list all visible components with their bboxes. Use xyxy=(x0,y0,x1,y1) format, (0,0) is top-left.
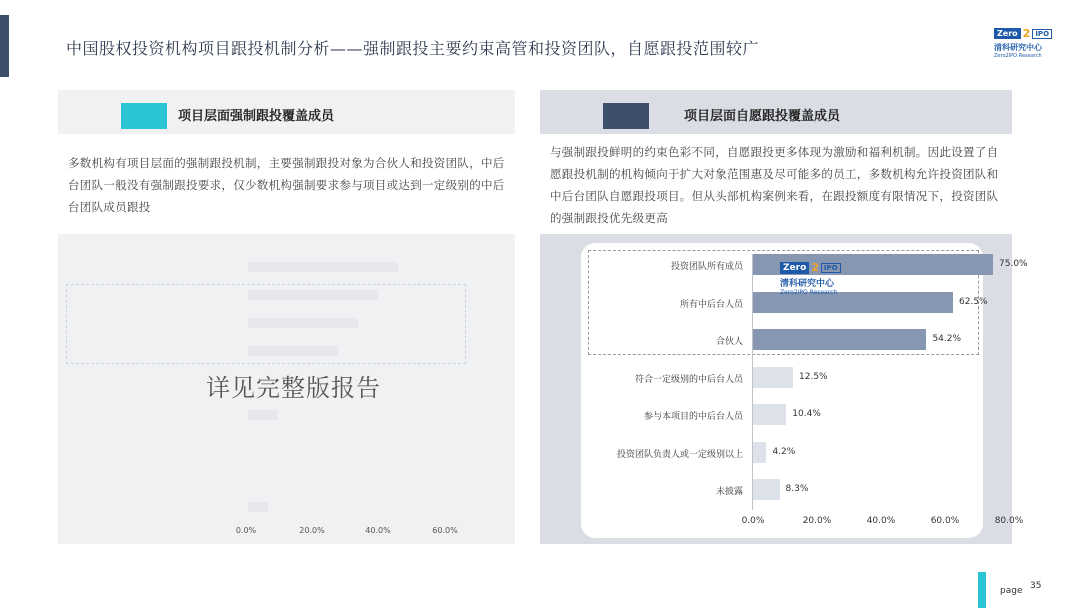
logo-mark xyxy=(994,28,1058,39)
chart-logo-name-en: Zero2IPO Research xyxy=(780,289,838,296)
ghost-bar xyxy=(248,346,338,356)
left-panel-description: 多数机构有项目层面的强制跟投机制，主要强制跟投对象为合伙人和投资团队，中后台团队一般没有强制跟投要求，仅少数机构强制要求参与项目或达到一定级别的中后台团队成员跟投 xyxy=(68,156,505,214)
bar-value-label: 10.4% xyxy=(792,409,821,419)
chart-watermark-logo xyxy=(780,262,864,312)
x-tick-label: 40.0% xyxy=(866,516,896,526)
right-panel-title: 项目层面自愿跟投覆盖成员 xyxy=(684,109,841,124)
left-accent-bar xyxy=(0,15,9,77)
full-report-watermark: 详见完整版报告 xyxy=(206,374,381,402)
left-chart-x-axis xyxy=(58,526,515,540)
left-x-tick: 0.0% xyxy=(235,526,257,535)
right-panel-description: 与强制跟投鲜明的约束色彩不同，自愿跟投更多体现为激励和福利机制。因此设置了自愿跟投机制的机构倾向于扩大对象范围惠及尽可能多的员工，多数机构允许投资团队和中后台团队自愿跟投项目。但从头部机构案例来看，在跟投额度有限情况下，投资团队的强制跟投优先级更高 xyxy=(550,145,999,225)
logo-zero-text: Zero xyxy=(994,28,1021,39)
bar xyxy=(753,442,766,463)
x-tick-label: 20.0% xyxy=(802,516,832,526)
bar-value-label: 75.0% xyxy=(999,259,1028,269)
left-x-tick: 40.0% xyxy=(365,526,391,535)
right-panel-chip xyxy=(603,103,649,129)
page-title: 中国股权投资机构项目跟投机制分析——强制跟投主要约束高管和投资团队，自愿跟投范围较广 xyxy=(66,39,760,58)
logo-name-cn: 清科研究中心 xyxy=(994,43,1042,52)
category-label: 未披露 xyxy=(715,487,743,497)
chart-logo-mark xyxy=(780,262,864,274)
x-tick-label: 0.0% xyxy=(741,516,765,526)
right-panel-header xyxy=(540,90,1012,134)
left-panel-chip xyxy=(121,103,167,129)
ghost-bar xyxy=(248,410,278,420)
category-label: 参与本项目的中后台人员 xyxy=(643,412,743,422)
page-accent-bar xyxy=(978,572,986,608)
chart-logo-two-text: 2 xyxy=(811,261,819,274)
category-label: 所有中后台人员 xyxy=(679,299,743,310)
left-panel-header xyxy=(58,90,515,134)
bar-value-label: 54.2% xyxy=(932,334,962,344)
logo-two-text: 2 xyxy=(1022,26,1031,40)
category-label: 符合一定级别的中后台人员 xyxy=(634,374,743,385)
x-tick-label: 80.0% xyxy=(994,516,1024,526)
bar xyxy=(753,367,793,388)
bar-value-label: 8.3% xyxy=(785,484,809,494)
chart-logo-name-cn: 清科研究中心 xyxy=(780,279,835,289)
page-footer xyxy=(978,572,1058,608)
chart-logo-ipo-text: IPO xyxy=(821,263,841,273)
page-number: 35 xyxy=(1030,581,1042,591)
bar xyxy=(753,329,926,350)
bar xyxy=(753,479,780,500)
ghost-bar xyxy=(248,262,398,272)
left-x-tick: 60.0% xyxy=(432,526,458,535)
left-panel-title: 项目层面强制跟投覆盖成员 xyxy=(178,109,335,124)
category-label: 合伙人 xyxy=(715,337,743,347)
ghost-bar xyxy=(248,290,378,300)
left-x-tick: 20.0% xyxy=(299,526,325,535)
left-chart-placeholder xyxy=(58,234,515,544)
logo-name-en: Zero2IPO Research xyxy=(994,53,1042,59)
ghost-bar xyxy=(248,502,268,512)
logo-ipo-text: IPO xyxy=(1032,29,1052,39)
page-label: page xyxy=(1000,586,1023,596)
bar xyxy=(753,404,786,425)
category-label: 投资团队所有成员 xyxy=(670,262,743,272)
chart-logo-zero-text: Zero xyxy=(780,262,809,274)
bar-value-label: 62.5% xyxy=(959,296,988,307)
bar-value-label: 12.5% xyxy=(799,371,828,382)
category-label: 投资团队负责人或一定级别以上 xyxy=(616,449,743,460)
zero2ipo-logo xyxy=(994,28,1058,66)
ghost-bar xyxy=(248,318,358,328)
bar-value-label: 4.2% xyxy=(772,446,796,457)
x-tick-label: 60.0% xyxy=(930,516,960,526)
